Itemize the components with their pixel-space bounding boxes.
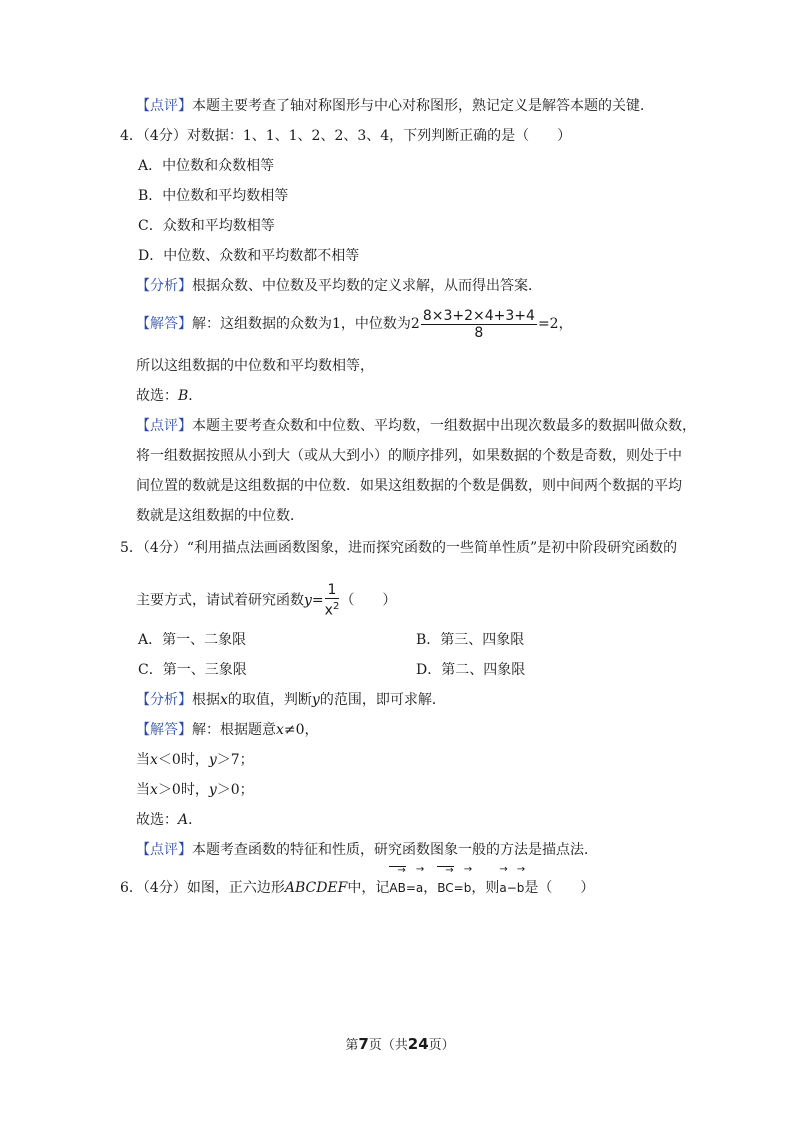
q5-comment [136, 840, 598, 860]
case-var-x: x [150, 752, 158, 768]
analysis-var-y: y [311, 692, 320, 708]
total-pages: 24 [407, 1035, 429, 1053]
footer-prefix: 第 [345, 1038, 359, 1053]
q4-comment-line2: 将一组数据按照从小到大（或从大到小）的顺序排列，如果数据的个数是奇数，则处于中 [136, 448, 682, 464]
case-var-x: x [150, 782, 158, 798]
case-text-c: ＞0； [216, 782, 254, 798]
q5-choice [136, 810, 202, 830]
q4-comment-line3: 间位置的数就是这组数据的中位数．如果这组数据的个数是偶数，则中间两个数据的平均 [136, 478, 682, 494]
case-var-y: y [208, 782, 217, 798]
q5-stem-line1: 5．（4分）“利用描点法画函数图象，进而探究函数的一些简单性质”是初中阶段研究函数的 [120, 540, 678, 556]
comment-text: 本题主要考查众数和中位数、平均数，一组数据中出现次数最多的数据叫做众数， [192, 418, 696, 434]
comment-tag: 【点评】 [136, 418, 192, 434]
choice-end: ． [188, 812, 203, 828]
vector-bc: → BC [437, 865, 454, 895]
answer-tag: 【解答】 [136, 316, 192, 332]
fraction-denominator: 8 [474, 324, 484, 341]
denominator-exponent: 2 [332, 601, 340, 612]
analysis-tag: 【分析】 [136, 692, 192, 708]
stem-prefix: 主要方式，请试着研究函数 [136, 592, 304, 609]
footer-middle: 页（共 [368, 1038, 408, 1053]
answer-text-1: 解：根据题意 [192, 722, 276, 738]
separator: ， [423, 880, 438, 896]
analysis-text-1: 根据 [192, 692, 220, 708]
q5-analysis [136, 690, 446, 710]
function-var: y [304, 592, 312, 609]
q4-choice [136, 386, 202, 406]
q5-case-1 [136, 750, 254, 770]
current-page: 7 [358, 1035, 369, 1053]
q4-option-c: C．众数和平均数相等 [138, 218, 275, 234]
fraction-numerator: 8×3+2×4+3+4 [422, 307, 535, 324]
answer-var-x: x [276, 722, 284, 738]
stem-text-3: ，则 [471, 880, 500, 896]
q5-option-d: D．第二、四象限 [416, 662, 526, 678]
answer-tag: 【解答】 [136, 722, 192, 738]
minus-sign: − [506, 881, 517, 895]
comment-tag: 【点评】 [136, 842, 192, 858]
mean-fraction [421, 308, 537, 341]
comment-text: 本题考查函数的特征和性质，研究函数图象一般的方法是描点法． [192, 842, 598, 858]
analysis-text: 根据众数、中位数及平均数的定义求解，从而得出答案． [192, 278, 542, 294]
choice-prefix: 故选： [136, 812, 178, 828]
expr-vector-a: → a [499, 864, 508, 895]
case-var-y: y [208, 752, 217, 768]
comment-tag: 【点评】 [136, 98, 192, 114]
vector-a: → a [415, 864, 425, 895]
analysis-tag: 【分析】 [136, 278, 192, 294]
hexagon-name: ABCDEF [284, 880, 348, 896]
answer-suffix: =2， [537, 316, 573, 332]
expr-vector-b: → b [516, 864, 526, 895]
analysis-text-3: 的范围，即可求解． [319, 692, 446, 708]
q5-option-a: A．第一、二象限 [138, 632, 247, 648]
equals-1: = [405, 881, 416, 895]
stem-suffix: （ ） [340, 592, 397, 609]
q4-answer-line2: 所以这组数据的中位数和平均数相等， [136, 358, 374, 374]
expr-b-label: b [516, 881, 525, 895]
choice-prefix: 故选： [136, 388, 178, 404]
answer-text-2: ≠0， [283, 722, 319, 738]
vector-a-label: a [415, 881, 424, 895]
q5-case-2 [136, 780, 254, 800]
q4-analysis [136, 276, 542, 296]
choice-letter: A [178, 812, 189, 828]
analysis-var-x: x [220, 692, 228, 708]
fraction-numerator: 1 [325, 582, 340, 599]
comment-text: 本题主要考查了轴对称图形与中心对称图形，熟记定义是解答本题的关键． [192, 98, 654, 114]
q4-comment-line4: 数就是这组数据的中位数． [136, 508, 304, 524]
expr-a-label: a [499, 881, 507, 895]
q5-option-b: B．第三、四象限 [416, 632, 525, 648]
case-text-a: 当 [136, 752, 150, 768]
function-eq: = [311, 592, 324, 609]
vector-b: → b [463, 864, 473, 895]
denominator-base: x [324, 602, 333, 619]
q4-option-d: D．中位数、众数和平均数都不相等 [138, 248, 360, 264]
q4-option-b: B．中位数和平均数相等 [138, 188, 289, 204]
page-footer [0, 1034, 800, 1053]
q6-stem [120, 864, 595, 902]
case-text-a: 当 [136, 782, 150, 798]
case-text-b: ＞0时， [157, 782, 209, 798]
stem-text-1: 6．（4分）如图，正六边形 [120, 880, 285, 896]
footer-suffix: 页） [428, 1038, 455, 1053]
q5-answer [136, 720, 319, 740]
stem-text-2: 中，记 [347, 880, 390, 896]
q4-option-a: A．中位数和众数相等 [138, 158, 275, 174]
equals-2: = [453, 881, 464, 895]
case-text-b: ＜0时， [157, 752, 209, 768]
q4-comment-line1 [136, 416, 696, 436]
stem-text-4: 是（ ） [524, 880, 595, 896]
q4-stem: 4．（4分）对数据：1、1、1、2、2、3、4，下列判断正确的是（ ） [120, 128, 572, 144]
answer-prefix: 解：这组数据的众数为1，中位数为2 [192, 316, 420, 332]
function-fraction [325, 582, 340, 619]
q4-answer [136, 306, 573, 342]
analysis-text-2: 的取值，判断 [227, 692, 312, 708]
q5-option-c: C．第一、三象限 [138, 662, 247, 678]
q5-stem-line2 [136, 582, 396, 619]
q3-comment [136, 96, 654, 116]
vector-ab: → AB [389, 865, 406, 895]
vector-bc-label: BC [437, 881, 454, 895]
choice-end: ． [188, 388, 203, 404]
fraction-denominator [325, 599, 340, 619]
case-text-c: ＞7； [216, 752, 254, 768]
choice-letter: B [178, 388, 189, 404]
vector-ab-label: AB [389, 881, 406, 895]
vector-b-label: b [463, 881, 472, 895]
